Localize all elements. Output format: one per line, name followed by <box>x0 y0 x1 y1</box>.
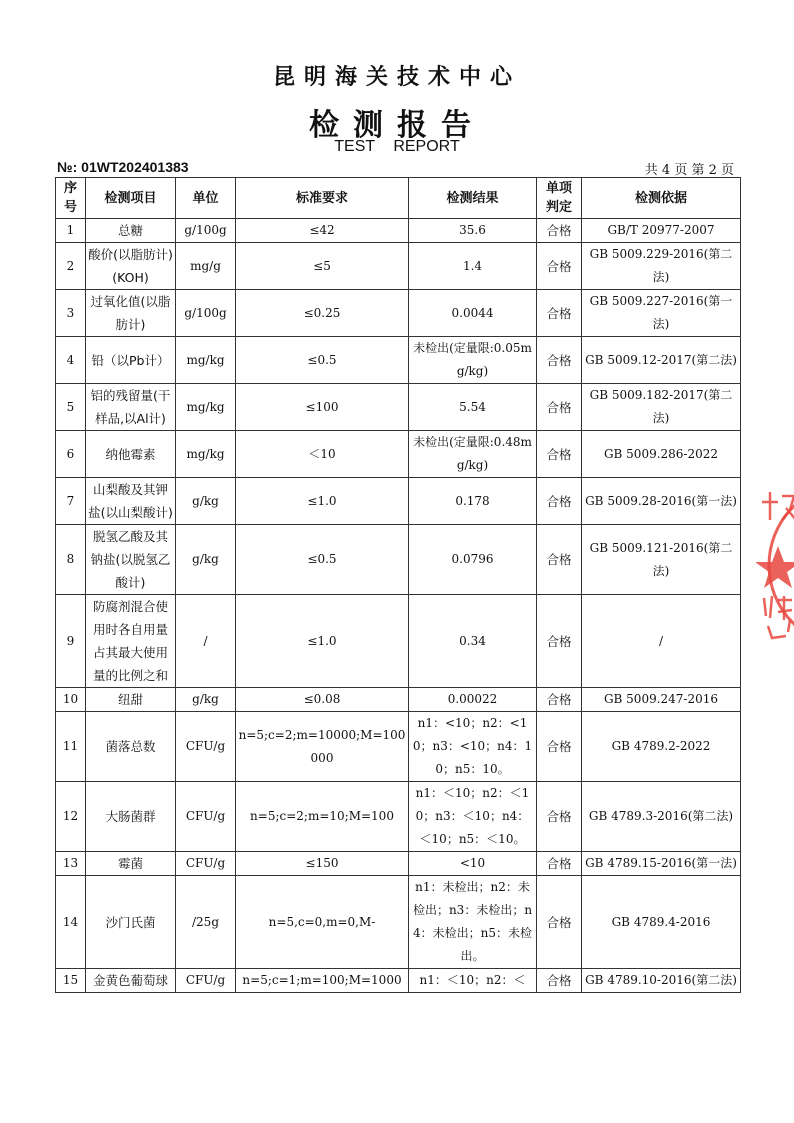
cell-item: 防腐剂混合使用时各自用量占其最大使用量的比例之和 <box>86 595 176 688</box>
cell-item: 山梨酸及其钾盐(以山梨酸计) <box>86 478 176 525</box>
table-row <box>56 384 741 431</box>
cell-result: 0.34 <box>409 595 537 688</box>
cell-no: 11 <box>56 712 86 782</box>
cell-req: n=5;c=2;m=10000;M=100000 <box>236 712 409 782</box>
cell-item: 铅（以Pb计） <box>86 337 176 384</box>
report-number: №: 01WT202401383 <box>57 159 189 175</box>
cell-unit: CFU/g <box>176 782 236 852</box>
cell-unit: g/kg <box>176 688 236 712</box>
cell-basis: GB 4789.3-2016(第二法) <box>582 782 741 852</box>
cell-result: 0.0796 <box>409 525 537 595</box>
column-header-result: 检测结果 <box>409 178 537 219</box>
cell-result: 未检出(定量限:0.48mg/kg) <box>409 431 537 478</box>
cell-no: 8 <box>56 525 86 595</box>
cell-item: 金黄色葡萄球 <box>86 969 176 993</box>
cell-req: ≤1.0 <box>236 595 409 688</box>
table-row <box>56 243 741 290</box>
table-row <box>56 852 741 876</box>
cell-result: 0.00022 <box>409 688 537 712</box>
cell-no: 14 <box>56 876 86 969</box>
cell-item: 大肠菌群 <box>86 782 176 852</box>
cell-result: 35.6 <box>409 219 537 243</box>
cell-basis: GB/T 20977-2007 <box>582 219 741 243</box>
cell-basis: GB 5009.227-2016(第一法) <box>582 290 741 337</box>
cell-result: 0.0044 <box>409 290 537 337</box>
seal-star <box>756 546 794 588</box>
cell-verdict: 合格 <box>537 782 582 852</box>
column-header-unit: 单位 <box>176 178 236 219</box>
cell-no: 13 <box>56 852 86 876</box>
cell-item: 过氧化值(以脂肪计) <box>86 290 176 337</box>
cell-unit: mg/kg <box>176 384 236 431</box>
cell-req: ≤0.25 <box>236 290 409 337</box>
cell-item: 纳他霉素 <box>86 431 176 478</box>
cell-item: 霉菌 <box>86 852 176 876</box>
cell-req: ≤100 <box>236 384 409 431</box>
cell-req: ≤0.08 <box>236 688 409 712</box>
cell-unit: mg/g <box>176 243 236 290</box>
cell-req: n=5,c=0,m=0,M- <box>236 876 409 969</box>
table-row <box>56 431 741 478</box>
cell-req: ≤1.0 <box>236 478 409 525</box>
seal-stamp <box>756 470 794 660</box>
cell-basis: GB 5009.229-2016(第二法) <box>582 243 741 290</box>
table-row <box>56 595 741 688</box>
cell-basis: GB 5009.247-2016 <box>582 688 741 712</box>
cell-item: 纽甜 <box>86 688 176 712</box>
column-header-item: 检测项目 <box>86 178 176 219</box>
cell-req: ≤5 <box>236 243 409 290</box>
table-row <box>56 782 741 852</box>
cell-req: ＜10 <box>236 431 409 478</box>
cell-verdict: 合格 <box>537 478 582 525</box>
cell-verdict: 合格 <box>537 337 582 384</box>
cell-verdict: 合格 <box>537 384 582 431</box>
cell-verdict: 合格 <box>537 431 582 478</box>
cell-verdict: 合格 <box>537 712 582 782</box>
cell-result: n1：＜10；n2：＜ <box>409 969 537 993</box>
cell-req: n=5;c=1;m=100;M=1000 <box>236 969 409 993</box>
cell-result: 1.4 <box>409 243 537 290</box>
page-info: 共 4 页 第 2 页 <box>644 163 734 178</box>
cell-req: ≤150 <box>236 852 409 876</box>
results-table <box>55 177 741 993</box>
cell-result: 未检出(定量限:0.05mg/kg) <box>409 337 537 384</box>
cell-basis: GB 5009.121-2016(第二法) <box>582 525 741 595</box>
table-row <box>56 219 741 243</box>
cell-verdict: 合格 <box>537 525 582 595</box>
table-row <box>56 525 741 595</box>
cell-basis: GB 5009.286-2022 <box>582 431 741 478</box>
cell-req: n=5;c=2;m=10;M=100 <box>236 782 409 852</box>
cell-no: 7 <box>56 478 86 525</box>
table-row <box>56 290 741 337</box>
cell-unit: g/kg <box>176 525 236 595</box>
cell-result: 0.178 <box>409 478 537 525</box>
table-row <box>56 688 741 712</box>
cell-unit: g/100g <box>176 290 236 337</box>
table-header-row <box>56 178 741 219</box>
cell-no: 3 <box>56 290 86 337</box>
cell-item: 总糖 <box>86 219 176 243</box>
cell-unit: g/kg <box>176 478 236 525</box>
cell-unit: CFU/g <box>176 852 236 876</box>
cell-item: 沙门氏菌 <box>86 876 176 969</box>
cell-verdict: 合格 <box>537 969 582 993</box>
cell-result: n1：＜10；n2：＜10；n3：＜10；n4：＜10；n5：＜10。 <box>409 782 537 852</box>
cell-unit: g/100g <box>176 219 236 243</box>
table-row <box>56 712 741 782</box>
cell-result: n1：未检出；n2：未检出；n3：未检出；n4：未检出；n5：未检出。 <box>409 876 537 969</box>
report-subtitle: TEST REPORT <box>334 138 460 155</box>
cell-basis: GB 5009.182-2017(第二法) <box>582 384 741 431</box>
report-title: 检测报告 <box>309 108 485 143</box>
cell-unit: mg/kg <box>176 337 236 384</box>
column-header-verdict: 单项判定 <box>537 178 582 219</box>
cell-no: 9 <box>56 595 86 688</box>
cell-basis: GB 5009.28-2016(第一法) <box>582 478 741 525</box>
cell-item: 菌落总数 <box>86 712 176 782</box>
column-header-basis: 检测依据 <box>582 178 741 219</box>
column-header-no: 序号 <box>56 178 86 219</box>
cell-req: ≤42 <box>236 219 409 243</box>
cell-no: 5 <box>56 384 86 431</box>
cell-result: 5.54 <box>409 384 537 431</box>
cell-unit: /25g <box>176 876 236 969</box>
cell-verdict: 合格 <box>537 595 582 688</box>
cell-basis: GB 4789.10-2016(第二法) <box>582 969 741 993</box>
cell-no: 10 <box>56 688 86 712</box>
cell-unit: CFU/g <box>176 969 236 993</box>
cell-unit: CFU/g <box>176 712 236 782</box>
organization-name: 昆明海关技术中心 <box>272 64 521 90</box>
cell-no: 4 <box>56 337 86 384</box>
cell-result: <10 <box>409 852 537 876</box>
cell-verdict: 合格 <box>537 688 582 712</box>
cell-no: 6 <box>56 431 86 478</box>
table-row <box>56 478 741 525</box>
cell-no: 12 <box>56 782 86 852</box>
cell-item: 酸价(以脂肪计)(KOH) <box>86 243 176 290</box>
cell-verdict: 合格 <box>537 852 582 876</box>
cell-unit: / <box>176 595 236 688</box>
cell-unit: mg/kg <box>176 431 236 478</box>
cell-no: 2 <box>56 243 86 290</box>
cell-item: 铝的残留量(干样品,以Al计) <box>86 384 176 431</box>
cell-basis: GB 4789.2-2022 <box>582 712 741 782</box>
cell-basis: GB 4789.15-2016(第一法) <box>582 852 741 876</box>
table-row <box>56 337 741 384</box>
cell-basis: GB 4789.4-2016 <box>582 876 741 969</box>
table-row <box>56 969 741 993</box>
column-header-requirement: 标准要求 <box>236 178 409 219</box>
table-row <box>56 876 741 969</box>
cell-verdict: 合格 <box>537 876 582 969</box>
cell-no: 1 <box>56 219 86 243</box>
cell-verdict: 合格 <box>537 243 582 290</box>
cell-verdict: 合格 <box>537 219 582 243</box>
cell-req: ≤0.5 <box>236 525 409 595</box>
cell-req: ≤0.5 <box>236 337 409 384</box>
cell-basis: / <box>582 595 741 688</box>
cell-result: n1：<10；n2：<10；n3：<10；n4：10；n5：10。 <box>409 712 537 782</box>
cell-no: 15 <box>56 969 86 993</box>
cell-basis: GB 5009.12-2017(第二法) <box>582 337 741 384</box>
cell-item: 脱氢乙酸及其钠盐(以脱氢乙酸计) <box>86 525 176 595</box>
cell-verdict: 合格 <box>537 290 582 337</box>
